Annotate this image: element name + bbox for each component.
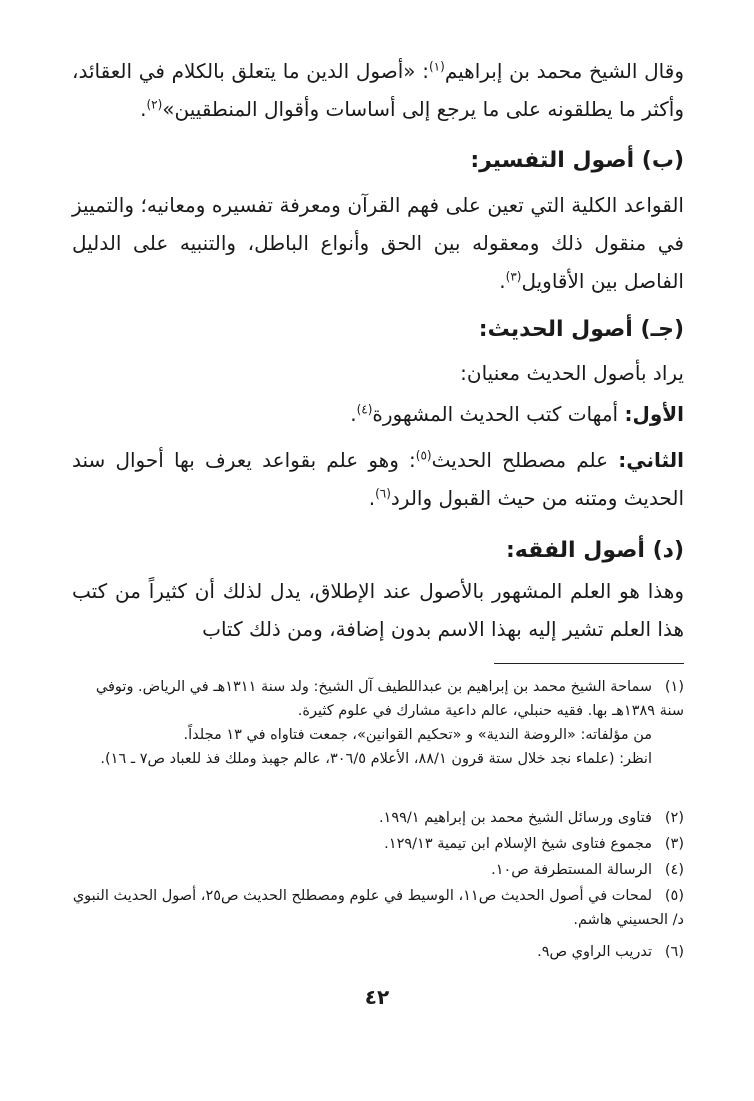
paragraph-end: . — [499, 269, 506, 293]
paragraph-text: القواعد الكلية التي تعين على فهم القرآن ومعرفة تفسيره ومعانيه؛ والتمييز في منقول ذلك ومعقوله بين الحق وأنواع الباطل، والتنبيه على الدليل الفاصل بين الأقاويل — [72, 193, 684, 293]
paragraph-text: : «أصول الدين ما يتعلق بالكلام في العقائد، وأكثر ما يطلقونه على ما يرجع إلى أساسات وأقوال المنطقيين» — [72, 59, 684, 121]
footnote-number: (٢) — [664, 810, 684, 826]
footnote-1 — [72, 675, 684, 771]
footnote-number: (١) — [664, 679, 684, 695]
footnote-6 — [72, 940, 684, 964]
footnote-5 — [72, 884, 684, 932]
heading-usul-al-tafsir: (ب) أصول التفسير: — [470, 148, 684, 173]
paragraph-text: أمهات كتب الحديث المشهورة — [372, 402, 625, 426]
footnote-text: فتاوى ورسائل الشيخ محمد بن إبراهيم ١٩٩/١. — [378, 810, 652, 826]
footnote-number: (٥) — [664, 888, 684, 904]
paragraph-text: : وهو علم بقواعد يعرف بها أحوال سند الحديث ومتنه من حيث القبول والرد — [72, 448, 684, 510]
footnote-text: من مؤلفاته: «الروضة الندية» و «تحكيم القوانين»، جمعت فتاواه في ١٣ مجلداً. — [183, 727, 652, 743]
footnote-text: لمحات في أصول الحديث ص١١، الوسيط في علوم ومصطلح الحديث ص٢٥، أصول الحديث النبوي د/ الحسيني هاشم. — [72, 888, 684, 928]
footnote-3 — [72, 832, 684, 856]
footnote-number: (٦) — [664, 944, 684, 960]
footnote-ref-5[interactable]: (٥) — [415, 448, 432, 463]
footnote-ref-3[interactable]: (٣) — [505, 269, 522, 284]
footnote-text: انظر: (علماء نجد خلال ستة قرون ٨٨/١، الأعلام ٣٠٦/٥، عالم جهبذ وملك فذ للعباد ص٧ ـ ١٦). — [100, 751, 652, 767]
footnote-ref-6[interactable]: (٦) — [375, 486, 391, 501]
paragraph-text: وقال الشيخ محمد بن إبراهيم — [444, 59, 684, 83]
footnote-separator — [494, 663, 684, 664]
footnote-text: الرسالة المستطرفة ص١٠. — [491, 862, 652, 878]
paragraph-second-meaning — [72, 441, 684, 517]
page-number: ٤٢ — [364, 985, 390, 1009]
heading-usul-al-fiqh: (د) أصول الفقه: — [505, 538, 684, 563]
paragraph-hadith-meanings: يراد بأصول الحديث معنيان: — [460, 361, 684, 385]
footnote-ref-4[interactable]: (٤) — [356, 402, 373, 417]
paragraph-text: علم مصطلح الحديث — [431, 448, 619, 472]
paragraph-usul-al-tafsir — [72, 186, 684, 300]
footnote-number: (٤) — [664, 862, 684, 878]
footnote-text: سماحة الشيخ محمد بن إبراهيم بن عبداللطيف آل الشيخ: ولد سنة ١٣١١هـ في الرياض. وتوفي سنة ١٣٨٩هـ بها. فقيه حنبلي، عالم داعية مشارك في علوم كثيرة. — [95, 679, 684, 719]
second-label: الثاني: — [618, 448, 684, 472]
first-label: الأول: — [624, 402, 684, 426]
paragraph-first-meaning — [72, 395, 684, 433]
footnote-ref-2[interactable]: (٢) — [146, 97, 163, 112]
footnote-text: تدريب الراوي ص٩. — [537, 944, 652, 960]
footnote-2 — [72, 806, 684, 830]
footnote-ref-1[interactable]: (١) — [428, 59, 445, 74]
paragraph-usul-al-fiqh: وهذا هو العلم المشهور بالأصول عند الإطلاق، يدل لذلك أن كثيراً من كتب هذا العلم تشير إليه بهذا الاسم بدون إضافة، ومن ذلك كتاب — [72, 579, 684, 641]
paragraph-usul-al-din — [72, 52, 684, 128]
heading-usul-al-hadith: (جـ) أصول الحديث: — [478, 317, 684, 342]
paragraph-end: . — [350, 402, 357, 426]
paragraph-end: . — [368, 486, 376, 510]
paragraph-end: . — [140, 97, 147, 121]
footnote-text: مجموع فتاوى شيخ الإسلام ابن تيمية ١٢٩/١٣. — [384, 836, 652, 852]
footnote-4 — [72, 858, 684, 882]
footnote-number: (٣) — [664, 836, 684, 852]
